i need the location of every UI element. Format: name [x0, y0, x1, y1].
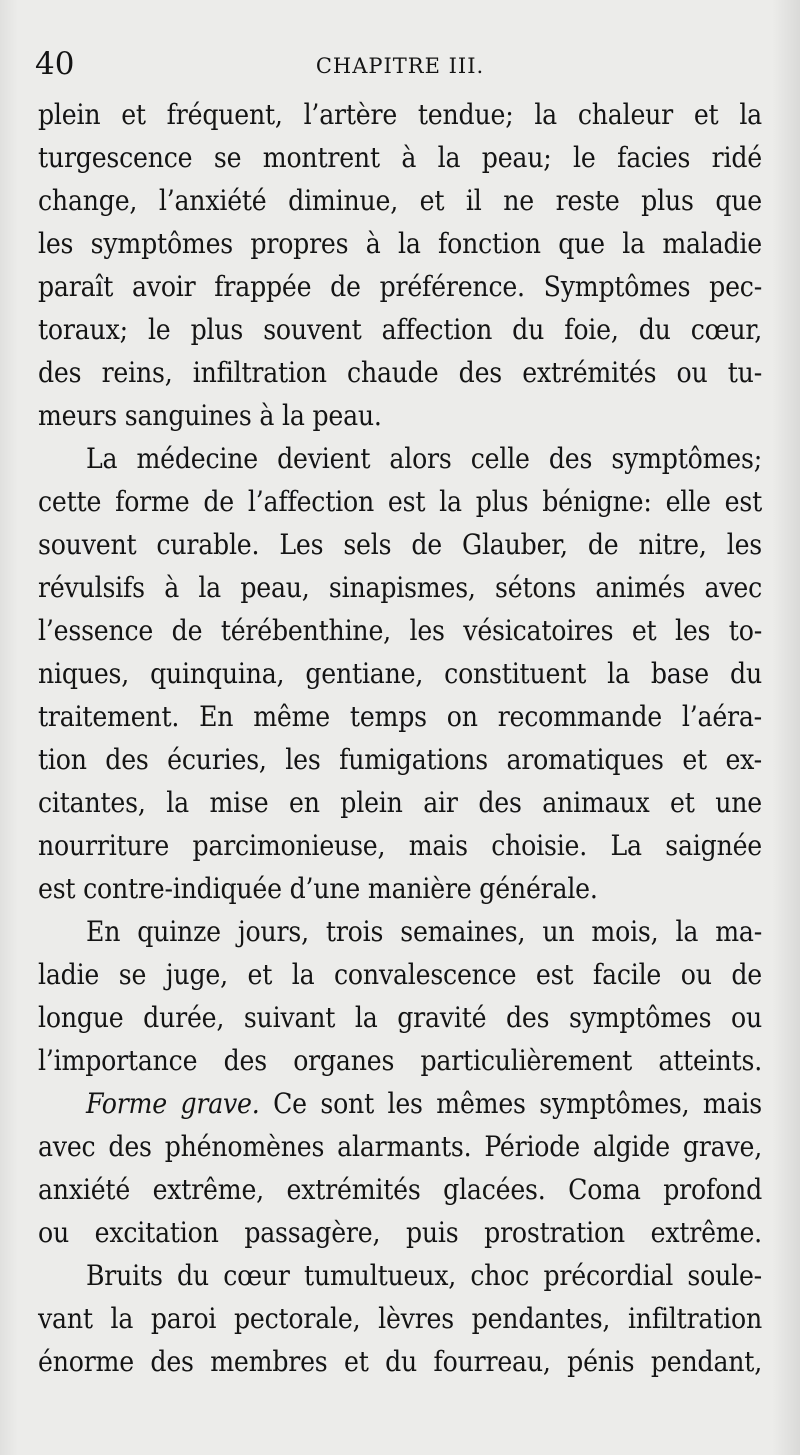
text-line: meurs sanguines à la peau.: [38, 399, 382, 432]
text-line: traitement. En même temps on recommande l’aéra-: [38, 700, 762, 733]
text-line: ladie se juge, et la convalescence est facile ou de: [38, 958, 762, 991]
text-line: longue durée, suivant la gravité des symptômes ou: [38, 1001, 762, 1034]
text-line: l’importance des organes particulièrement atteints.: [38, 1044, 762, 1077]
text-line: paraît avoir frappée de préférence. Symptômes pec-: [38, 270, 762, 303]
text-line: des reins, infiltration chaude des extrémités ou tu-: [38, 356, 762, 389]
text-line: tion des écuries, les fumigations aromatiques et ex-: [38, 743, 762, 776]
text-line: En quinze jours, trois semaines, un mois, la ma-: [86, 915, 762, 948]
text-line: [38, 1082, 762, 1125]
text-line: niques, quinquina, gentiane, constituent la base du: [38, 657, 762, 690]
body-text: [38, 93, 762, 1383]
page-gutter-shadow: [0, 0, 18, 1455]
text-line: révulsifs à la peau, sinapismes, sétons animés avec: [38, 571, 762, 604]
text-line: souvent curable. Les sels de Glauber, de nitre, les: [38, 528, 762, 561]
text-line: énorme des membres et du fourreau, pénis pendant,: [38, 1345, 762, 1378]
text-line: turgescence se montrent à la peau; le facies ridé: [38, 141, 762, 174]
text-line: La médecine devient alors celle des symptômes;: [86, 442, 762, 475]
text-line: plein et fréquent, l’artère tendue; la chaleur et la: [38, 98, 762, 131]
text-line: change, l’anxiété diminue, et il ne reste plus que: [38, 184, 762, 217]
section-label: Forme grave.: [86, 1087, 260, 1120]
page-number: 40: [35, 46, 75, 82]
text-line: ou excitation passagère, puis prostration extrême.: [38, 1216, 762, 1249]
text-line: est contre-indiquée d’une manière générale.: [38, 872, 598, 905]
text-line: les symptômes propres à la fonction que la maladie: [38, 227, 762, 260]
running-head: [35, 46, 765, 86]
text-line: toraux; le plus souvent affection du foie, du cœur,: [38, 313, 762, 346]
text-line: avec des phénomènes alarmants. Période algide grave,: [38, 1130, 762, 1163]
chapter-title: CHAPITRE III.: [315, 54, 485, 78]
text-line: anxiété extrême, extrémités glacées. Coma profond: [38, 1173, 762, 1206]
text-line: cette forme de l’affection est la plus bénigne: elle est: [38, 485, 762, 518]
text-line: l’essence de térébenthine, les vésicatoires et les to-: [38, 614, 762, 647]
text-fragment: Ce sont les mêmes symptômes, mais: [259, 1087, 762, 1120]
text-line: vant la paroi pectorale, lèvres pendantes, infiltration: [38, 1302, 762, 1335]
text-line: Bruits du cœur tumultueux, choc précordial soule-: [86, 1259, 762, 1292]
text-line: citantes, la mise en plein air des animaux et une: [38, 786, 762, 819]
text-line: nourriture parcimonieuse, mais choisie. La saignée: [38, 829, 762, 862]
page-edge-shadow: [772, 0, 800, 1455]
